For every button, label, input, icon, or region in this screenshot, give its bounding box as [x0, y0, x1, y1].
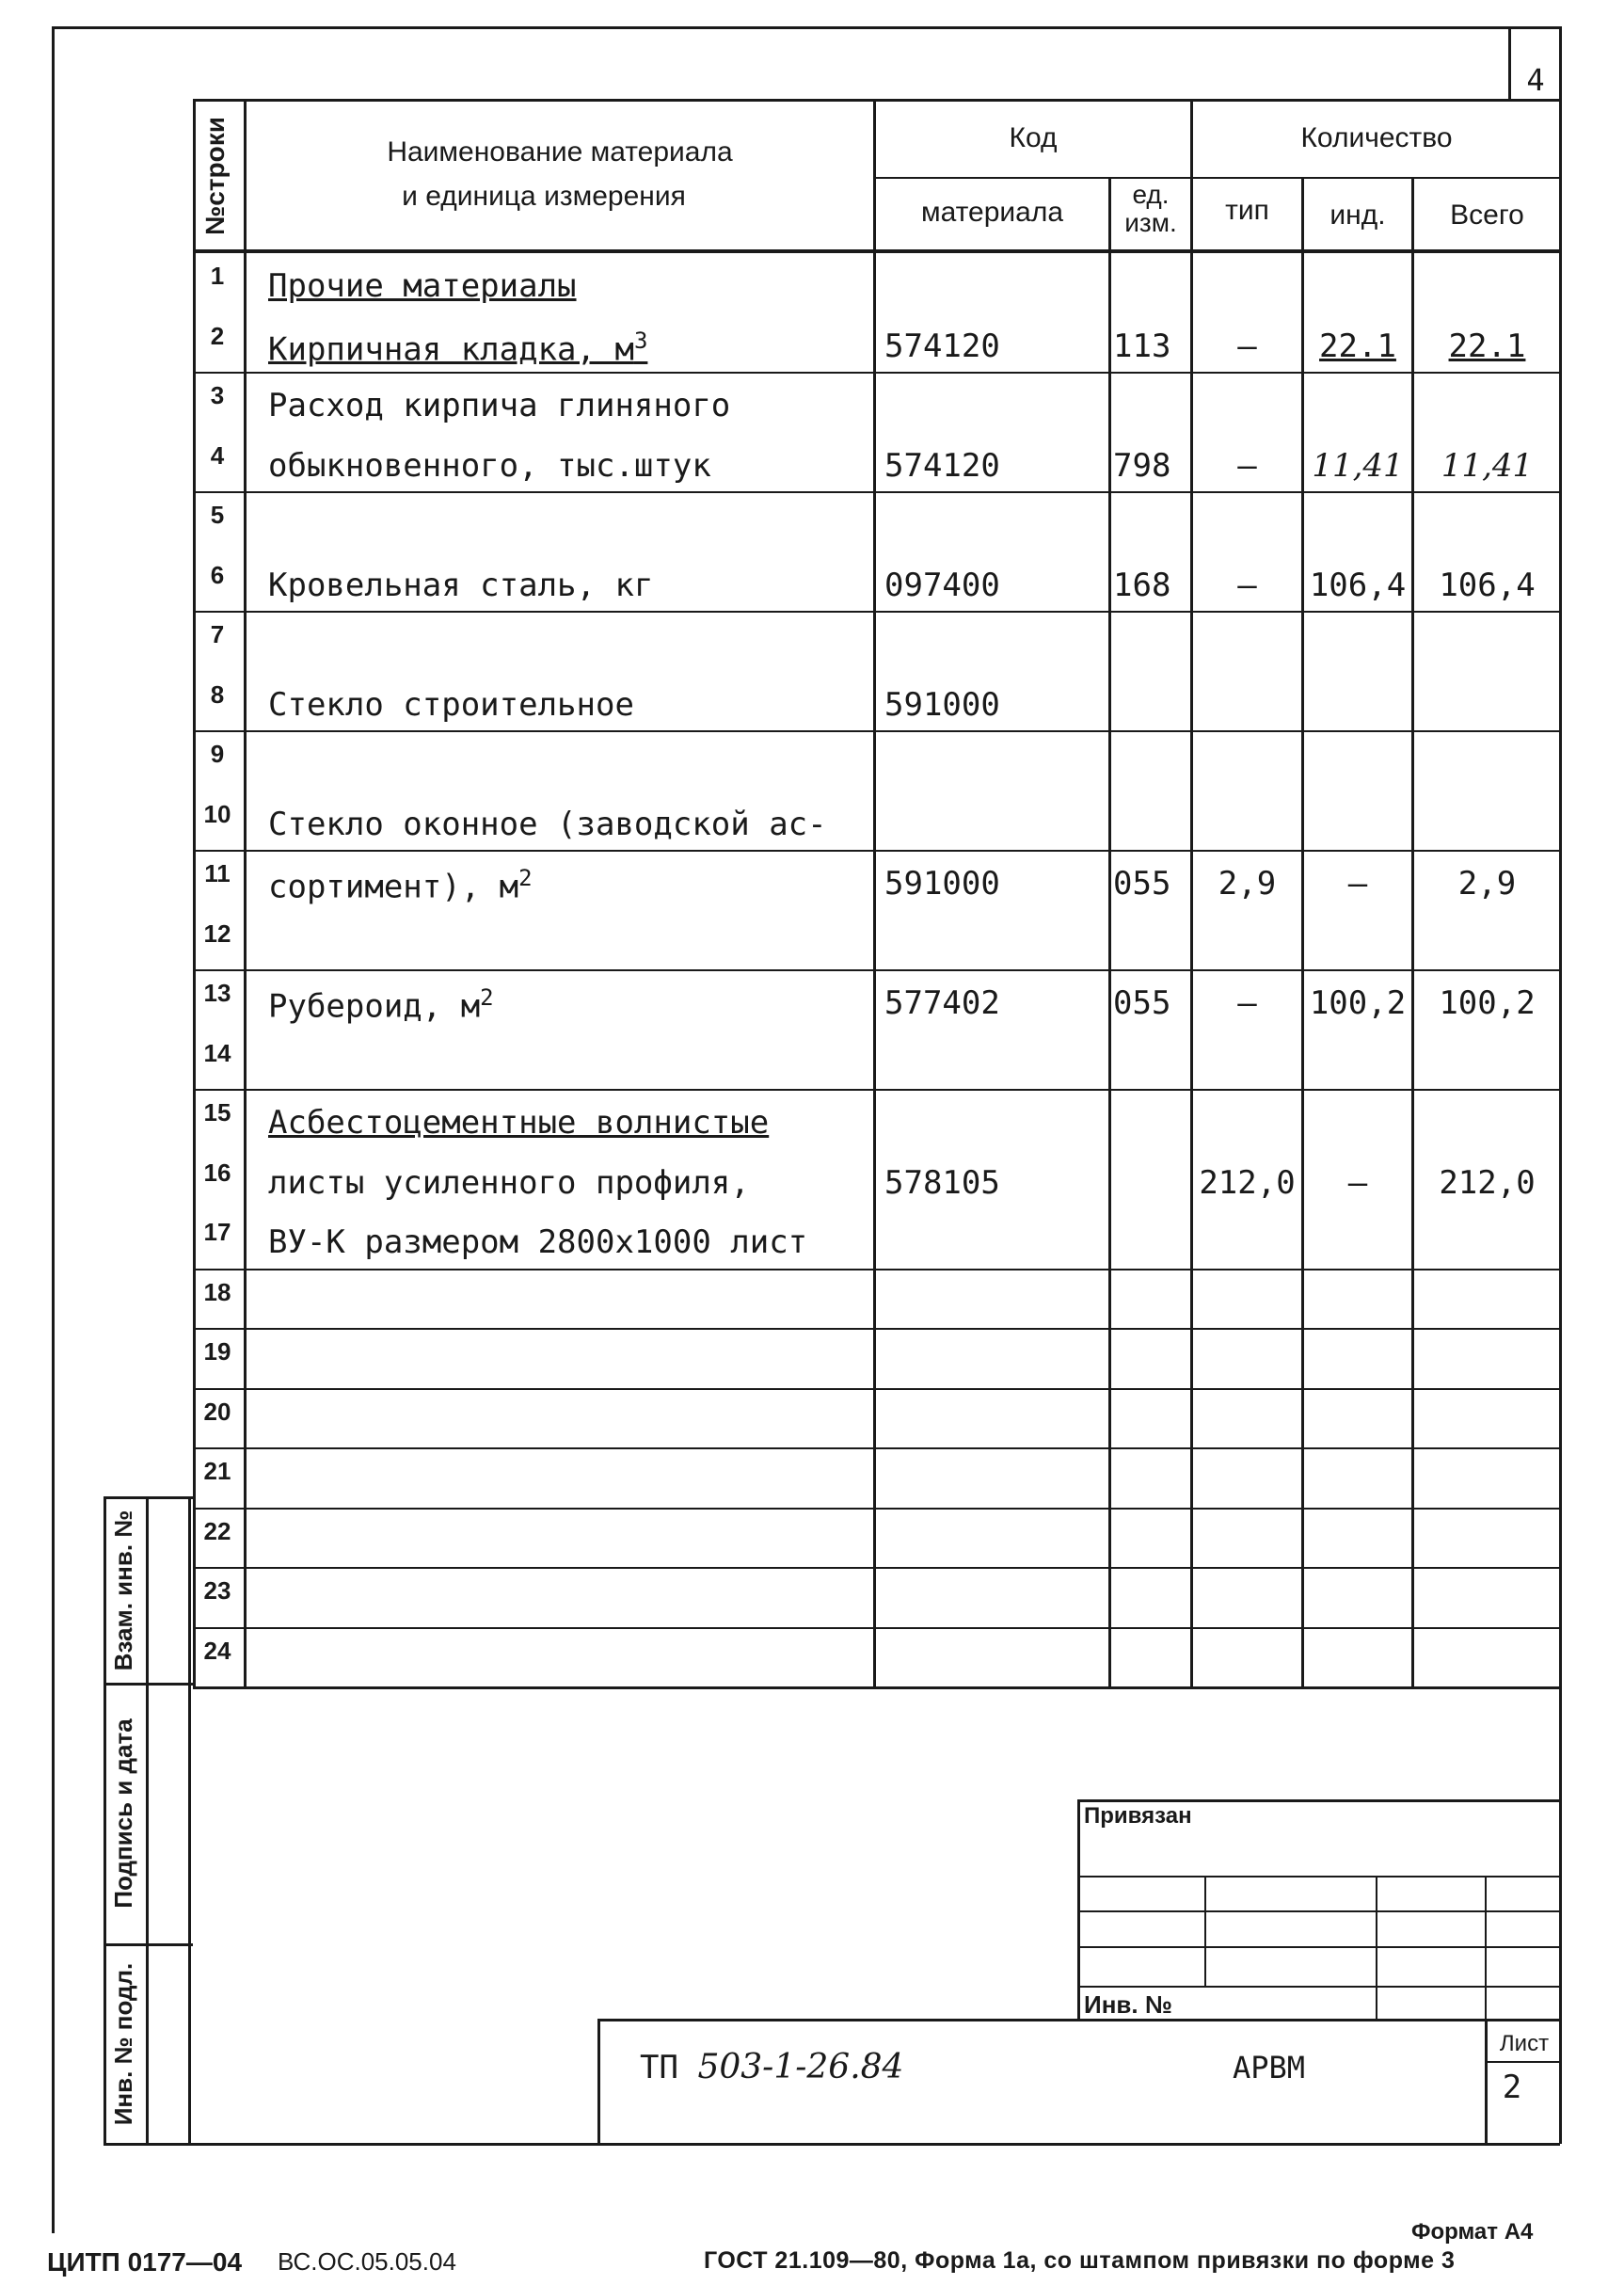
table-header-bottom: [193, 249, 1560, 253]
cell-material: 574120: [884, 447, 1000, 485]
cell-unit: 055: [1113, 865, 1171, 903]
stamp-doc-code: 503-1-26.84: [697, 2048, 904, 2086]
cell-name: [268, 387, 870, 424]
cell-ind: 100,2: [1309, 984, 1407, 1022]
row-separator: [193, 1447, 1560, 1449]
page-number-box-left: [1508, 26, 1511, 102]
cell-material: 097400: [884, 567, 1000, 604]
cell-unit: 055: [1113, 984, 1171, 1022]
row-separator: [193, 1388, 1560, 1390]
row-separator: [193, 1269, 1560, 1270]
cell-name-text: ВУ-К размером 2800х1000 лист: [268, 1223, 808, 1261]
cell-name: [268, 984, 870, 1025]
cell-ind: 22.1: [1319, 328, 1396, 365]
row-number: 13: [203, 979, 231, 1007]
side-sep1: [103, 1683, 193, 1686]
row-number: 1: [210, 262, 225, 290]
table-bottom: [193, 1686, 1560, 1689]
row-number: 14: [203, 1039, 231, 1067]
row-number: 17: [203, 1218, 231, 1246]
stamp-sheet-no: 2: [1502, 2069, 1522, 2106]
stamp-sheet-label: Лист: [1499, 2031, 1550, 2056]
row-number: 15: [203, 1098, 231, 1127]
cell-type: –: [1237, 567, 1257, 604]
cell-name-sup: 3: [633, 328, 648, 354]
cell-name-text: Кровельная сталь, кг: [268, 567, 654, 604]
row-number: 9: [210, 740, 225, 768]
cell-ind: –: [1347, 865, 1368, 903]
row-number: 16: [203, 1158, 231, 1187]
cell-material: 591000: [884, 865, 1000, 903]
row-number: 8: [210, 680, 225, 709]
row-number: 12: [203, 919, 231, 948]
header-code-unit: ед. изм.: [1124, 180, 1177, 237]
side-outer-left: [103, 1496, 106, 2146]
cell-name: [268, 1104, 870, 1142]
cell-unit: 113: [1113, 328, 1171, 365]
row-number: 4: [210, 441, 225, 470]
row-number: 18: [203, 1278, 231, 1306]
row-separator: [193, 730, 1560, 732]
cell-total: 2,9: [1457, 865, 1517, 903]
cell-total: 100,2: [1439, 984, 1536, 1022]
cell-name-text: Расход кирпича глиняного: [268, 387, 731, 424]
cell-name-text: Стекло оконное (заводской ас-: [268, 806, 827, 843]
cell-name: [268, 806, 870, 843]
row-number: 20: [203, 1398, 231, 1426]
header-mid-line: [873, 177, 1560, 179]
cell-ind: 11,41: [1312, 447, 1404, 485]
footer-code: ВС.ОС.05.05.04: [278, 2247, 456, 2276]
header-name-line2: и единица измерения: [402, 181, 686, 212]
table-top: [193, 99, 1560, 102]
cell-total: 106,4: [1439, 567, 1536, 604]
frame-left-line: [52, 26, 55, 2233]
row-separator: [193, 491, 1560, 493]
col-sep-material: [1108, 179, 1111, 1689]
header-qty-type: тип: [1225, 195, 1269, 226]
side-bottom: [103, 2143, 1560, 2146]
cell-name: [268, 567, 870, 604]
side-label-vzam: Взам. инв. №: [109, 1510, 137, 1671]
priv-h4: [1077, 1986, 1560, 1988]
priv-h2: [1077, 1910, 1560, 1912]
cell-name: [268, 1164, 870, 1202]
cell-name: [268, 865, 870, 905]
row-number: 22: [203, 1517, 231, 1545]
priv-top: [1077, 1799, 1560, 1802]
row-number: 23: [203, 1576, 231, 1605]
page-number: 4: [1526, 62, 1545, 98]
cell-material: 577402: [884, 984, 1000, 1022]
row-separator: [193, 1089, 1560, 1091]
stamp-doc-number: [640, 2048, 903, 2086]
header-code-material: материала: [920, 197, 1064, 228]
priv-v1: [1204, 1876, 1206, 1986]
col-sep-name: [873, 99, 876, 1689]
footer-format: Формат А4: [1411, 2219, 1534, 2245]
cell-unit: 168: [1113, 567, 1171, 604]
cell-name: [268, 328, 870, 368]
cell-ind: 106,4: [1309, 567, 1407, 604]
cell-type: 2,9: [1218, 865, 1277, 903]
cell-name-text: сортимент), м: [268, 868, 519, 906]
row-number: 21: [203, 1457, 231, 1485]
side-inner: [188, 1496, 191, 2146]
stamp-doc-prefix: ТП: [640, 2049, 678, 2086]
row-number: 24: [203, 1637, 231, 1665]
cell-name-text: Кирпичная кладка, м: [268, 330, 634, 369]
cell-name-text: листы усиленного профиля,: [268, 1164, 750, 1202]
doc-sheet-h: [1485, 2061, 1560, 2063]
header-code: Код: [1009, 122, 1058, 153]
stamp-section: АРВМ: [1233, 2050, 1306, 2085]
cell-name-text: Прочие материалы: [268, 267, 577, 305]
row-separator: [193, 1508, 1560, 1510]
cell-ind: –: [1347, 1164, 1368, 1202]
row-separator: [193, 1627, 1560, 1629]
col-sep-ind: [1411, 179, 1414, 1689]
footer-left: ЦИТП 0177—04: [47, 2247, 243, 2277]
priv-v2: [1376, 1876, 1377, 2021]
col-sep-rownum: [244, 99, 247, 1689]
priv-h1: [1077, 1876, 1560, 1878]
row-separator: [193, 1567, 1560, 1569]
row-number: 7: [210, 620, 225, 648]
header-row-no: №строки: [200, 117, 230, 235]
row-separator: [193, 611, 1560, 613]
cell-name: [268, 267, 870, 305]
row-separator: [193, 1328, 1560, 1330]
cell-material: 591000: [884, 686, 1000, 724]
header-name-line1: Наименование материала: [387, 136, 733, 168]
cell-name-text: обыкновенного, тыс.штук: [268, 447, 711, 485]
cell-type: –: [1237, 328, 1257, 365]
side-mid: [146, 1496, 149, 2146]
header-qty-ind: инд.: [1329, 200, 1386, 231]
row-separator: [193, 372, 1560, 374]
cell-name: [268, 686, 870, 724]
priv-h3: [1077, 1946, 1560, 1948]
row-number: 10: [203, 800, 231, 828]
cell-name-text: Стекло строительное: [268, 686, 634, 724]
cell-name: [268, 447, 870, 485]
cell-name-sup: 2: [518, 865, 533, 891]
cell-type: –: [1237, 447, 1257, 485]
cell-unit: 798: [1113, 447, 1171, 485]
row-number: 3: [210, 381, 225, 409]
doc-sheet-sep: [1485, 2019, 1488, 2146]
row-separator: [193, 969, 1560, 971]
cell-name-text: Асбестоцементные волнистые: [268, 1104, 770, 1142]
stamp-inv-no: Инв. №: [1084, 1990, 1172, 2019]
row-number: 19: [203, 1337, 231, 1366]
doc-top: [597, 2019, 1560, 2021]
col-sep-type: [1301, 179, 1304, 1689]
row-number: 6: [210, 561, 225, 589]
cell-material: 578105: [884, 1164, 1000, 1202]
cell-material: 574120: [884, 328, 1000, 365]
cell-total: 212,0: [1439, 1164, 1536, 1202]
cell-name-sup: 2: [480, 984, 494, 1011]
side-label-inv-podl: Инв. № подл.: [109, 1962, 137, 2126]
header-quantity: Количество: [1300, 122, 1453, 153]
side-label-podpis: Подпись и дата: [109, 1718, 137, 1909]
row-number: 5: [210, 501, 225, 529]
row-separator: [193, 850, 1560, 852]
footer-gost: ГОСТ 21.109—80, Форма 1а, со штампом привязки по форме 3: [704, 2247, 1456, 2274]
row-number: 11: [204, 859, 231, 887]
cell-type: –: [1237, 984, 1257, 1022]
cell-total: 11,41: [1441, 447, 1534, 485]
priv-v3: [1485, 1876, 1487, 2021]
cell-name: [268, 1223, 870, 1261]
row-number: 2: [210, 322, 225, 350]
frame-top-line: [52, 26, 1560, 29]
cell-type: 212,0: [1199, 1164, 1296, 1202]
cell-total: 22.1: [1448, 328, 1526, 365]
header-qty-total: Всего: [1450, 200, 1524, 231]
cell-name-text: Рубероид, м: [268, 987, 481, 1026]
stamp-privyazan: Привязан: [1084, 1803, 1192, 1829]
side-top: [103, 1496, 193, 1499]
doc-left: [597, 2019, 600, 2146]
